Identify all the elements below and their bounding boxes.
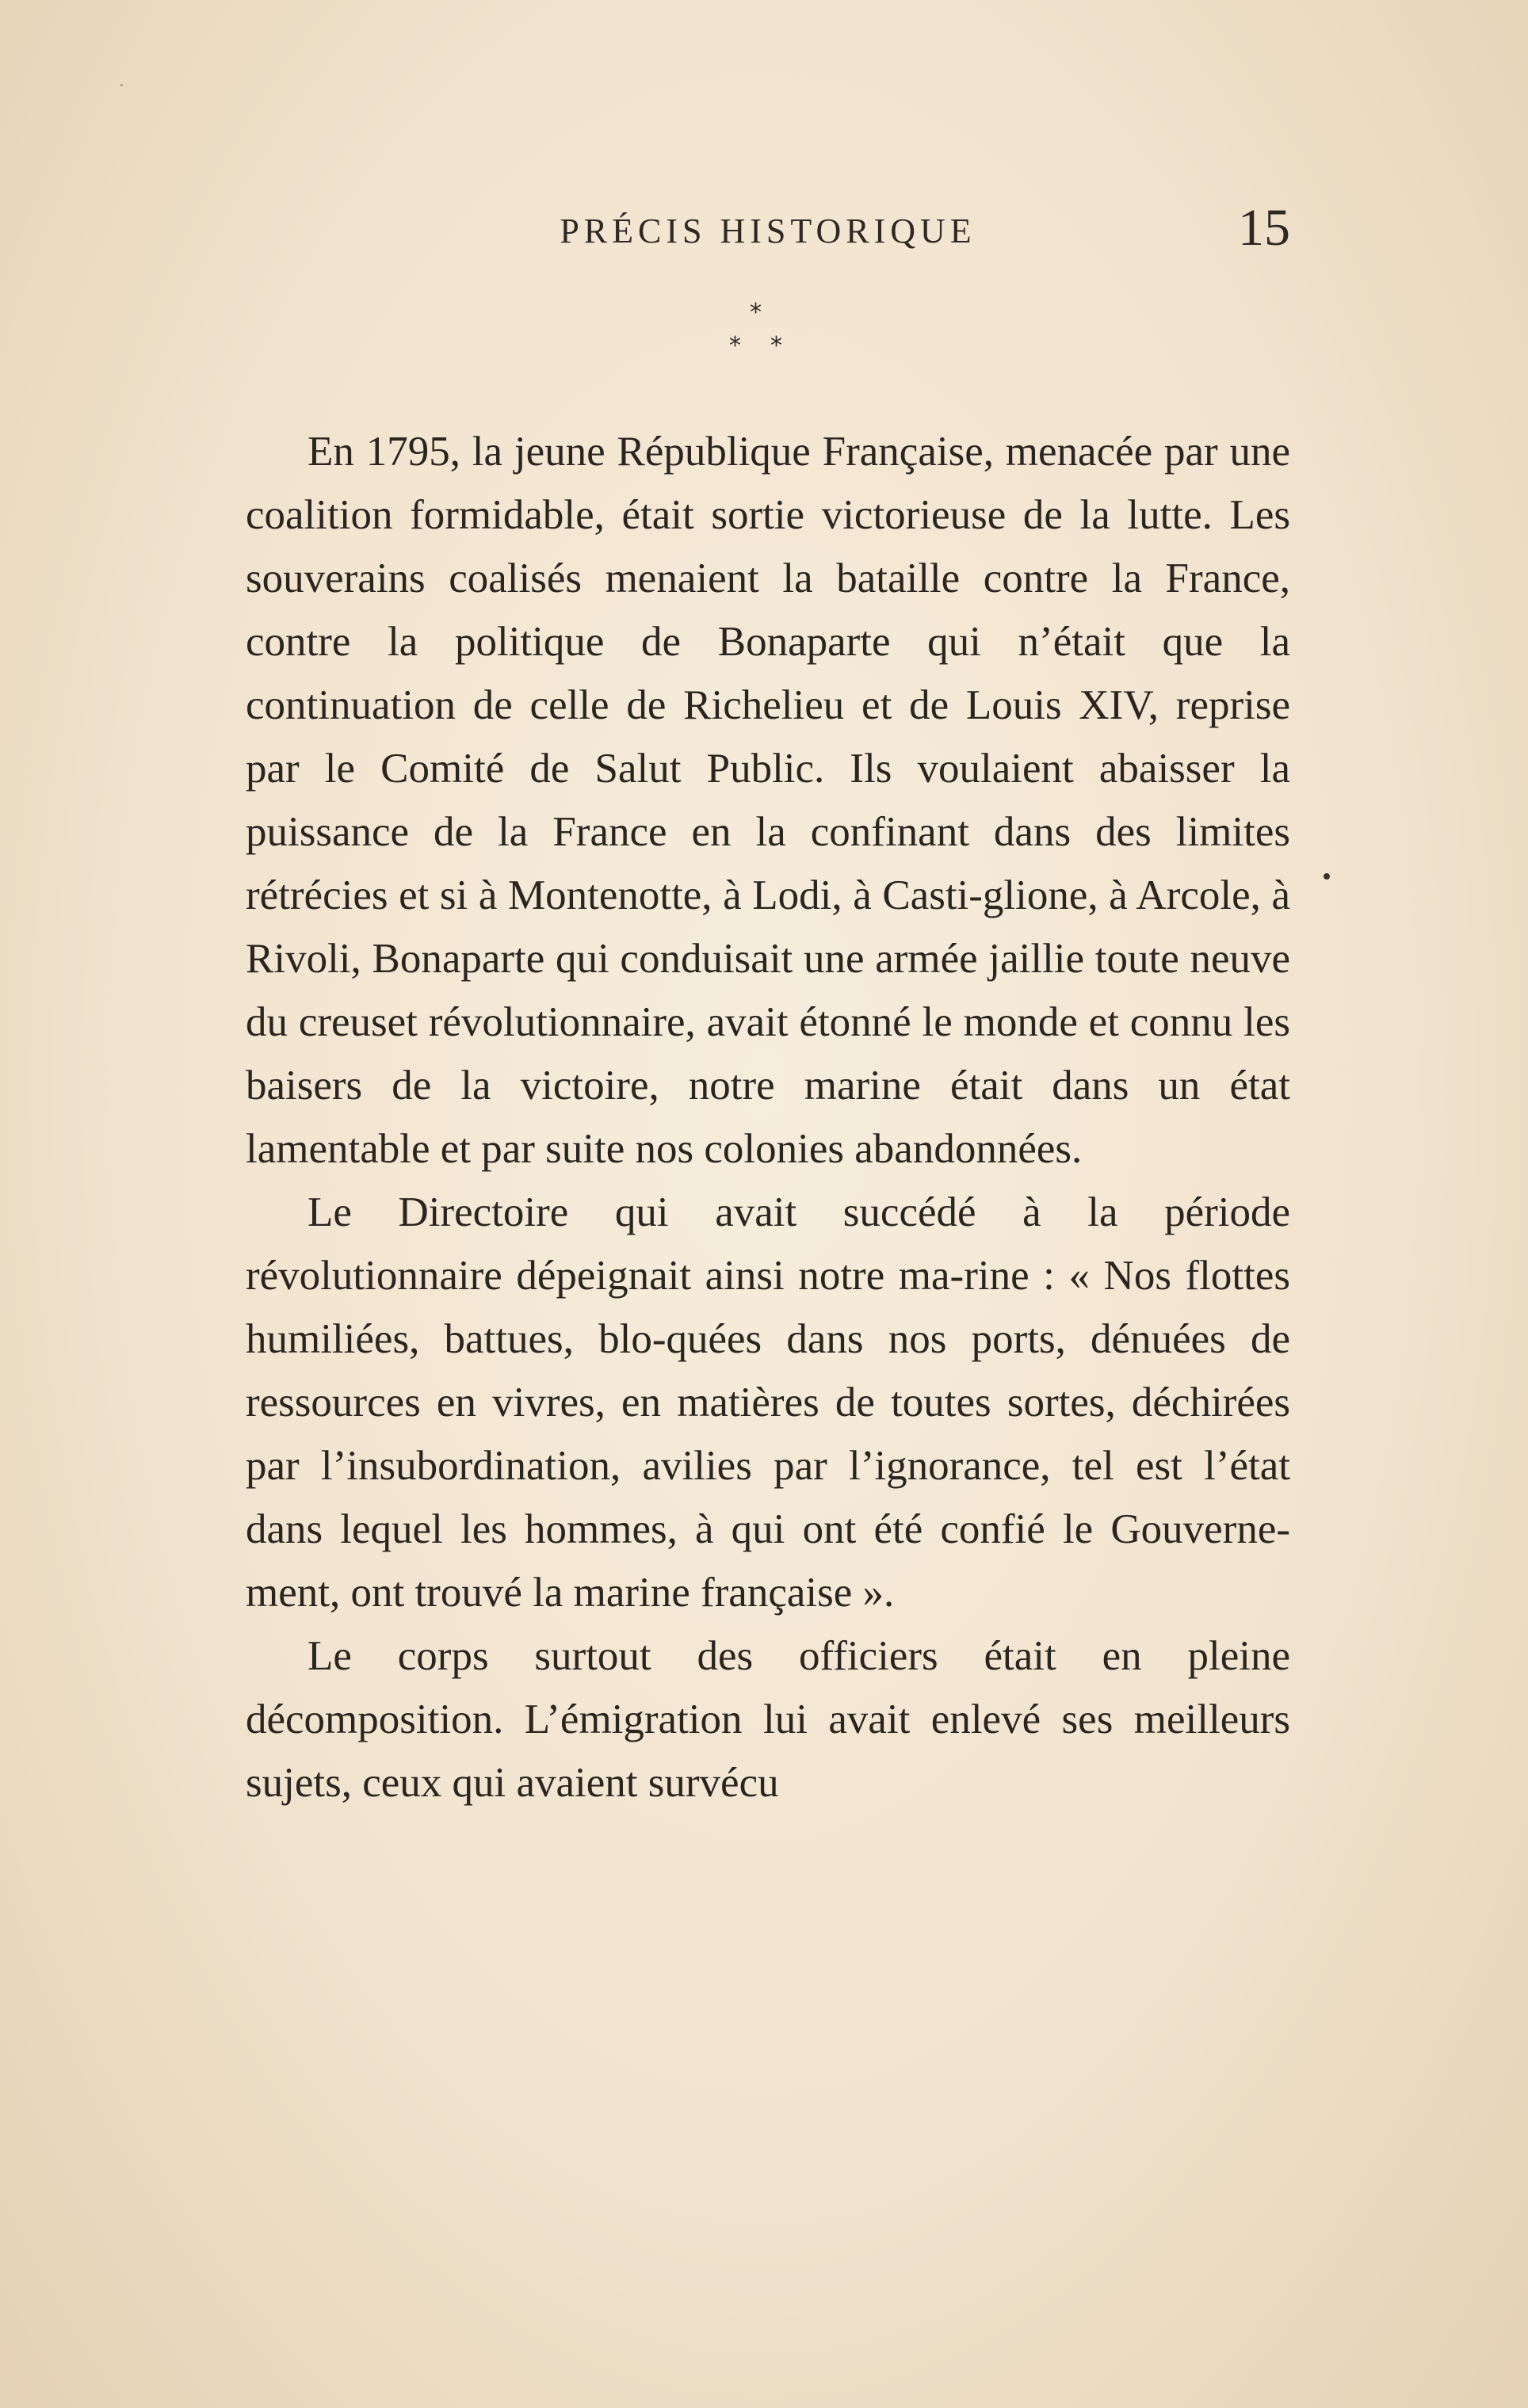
- body-text: [246, 420, 1290, 1815]
- running-title: PRÉCIS HISTORIQUE: [560, 212, 976, 250]
- paragraph-2: Le Directoire qui avait succédé à la période révolutionnaire dépeignait ainsi notre ma-rine : « Nos flottes humiliées, battues, blo-quées dans nos ports, dénuées de ressources en vivres, en matières de toutes sortes, déchirées par l’insubordination, avilies par l’ignorance, tel est l’état dans lequel les hommes, à qui ont été confié le Gouverne-ment, ont trouvé la marine française ».: [246, 1189, 1290, 1616]
- running-head: [246, 198, 1290, 269]
- ink-speck: [1324, 873, 1330, 880]
- star-icon: *: [750, 299, 762, 326]
- star-icon: *: [729, 332, 741, 360]
- paragraph-3: Le corps surtout des officiers était en pleine décomposition. L’émigration lui avait enlevé ses meilleurs sujets, ceux qui avaient survécu: [246, 1633, 1290, 1806]
- star-icon: *: [770, 332, 782, 360]
- paragraph-1: En 1795, la jeune République Française, menacée par une coalition formidable, était sortie victorieuse de la lutte. Les souverains coalisés menaient la bataille contre la France, contre la politique de Bonaparte qui n’était que la continuation de celle de Richelieu et de Louis XIV, reprise par le Comité de Salut Public. Ils voulaient abaisser la puissance de la France en la confinant dans des limites rétrécies et si à Montenotte, à Lodi, à Casti-glione, à Arcole, à Rivoli, Bonaparte qui conduisait une armée jaillie toute neuve du creuset révolutionnaire, avait étonné le monde et connu les baisers de la victoire, notre marine était dans un état lamentable et par suite nos colonies abandonnées.: [246, 429, 1290, 1172]
- page-number: 15: [1238, 199, 1290, 257]
- asterism-ornament: [697, 301, 824, 372]
- ink-speck: [120, 84, 123, 86]
